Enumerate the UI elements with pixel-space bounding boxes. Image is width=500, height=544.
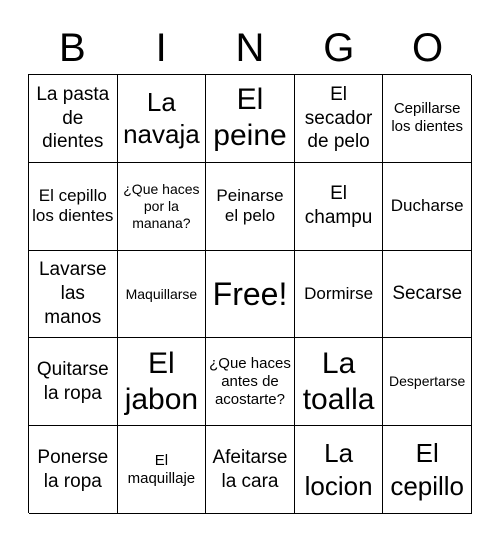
bingo-cell[interactable]: La locion	[295, 426, 384, 514]
bingo-cell[interactable]: El jabon	[118, 338, 207, 426]
bingo-cell[interactable]: ¿Que haces antes de acostarte?	[206, 338, 295, 426]
header-letter-g: G	[323, 26, 355, 70]
bingo-cell[interactable]: La toalla	[295, 338, 384, 426]
bingo-cell[interactable]: El secador de pelo	[295, 75, 384, 163]
bingo-cell[interactable]: El peine	[206, 75, 295, 163]
header-letter-o: O	[412, 26, 444, 70]
bingo-cell[interactable]: Lavarse las manos	[29, 251, 118, 339]
header-letter-b: B	[59, 26, 86, 70]
bingo-cell[interactable]: El cepillo los dientes	[29, 163, 118, 251]
bingo-cell[interactable]: Secarse	[383, 251, 472, 339]
bingo-cell[interactable]: Quitarse la ropa	[29, 338, 118, 426]
bingo-cell[interactable]: El maquillaje	[118, 426, 207, 514]
bingo-cell[interactable]: Ponerse la ropa	[29, 426, 118, 514]
bingo-cell[interactable]: La pasta de dientes	[29, 75, 118, 163]
bingo-cell[interactable]: Afeitarse la cara	[206, 426, 295, 514]
bingo-cell[interactable]: Cepillarse los dientes	[383, 75, 472, 163]
bingo-cell[interactable]: El cepillo	[383, 426, 472, 514]
bingo-cell[interactable]: Ducharse	[383, 163, 472, 251]
bingo-grid	[28, 74, 471, 513]
bingo-cell[interactable]: Despertarse	[383, 338, 472, 426]
bingo-cell[interactable]: El champu	[295, 163, 384, 251]
bingo-cell[interactable]: La navaja	[118, 75, 207, 163]
bingo-header	[28, 22, 472, 74]
header-letter-i: I	[155, 26, 167, 70]
bingo-cell[interactable]: ¿Que haces por la manana?	[118, 163, 207, 251]
bingo-cell[interactable]: Maquillarse	[118, 251, 207, 339]
free-space[interactable]: Free!	[206, 251, 295, 339]
bingo-cell[interactable]: Dormirse	[295, 251, 384, 339]
header-letter-n: N	[235, 26, 265, 70]
bingo-cell[interactable]: Peinarse el pelo	[206, 163, 295, 251]
